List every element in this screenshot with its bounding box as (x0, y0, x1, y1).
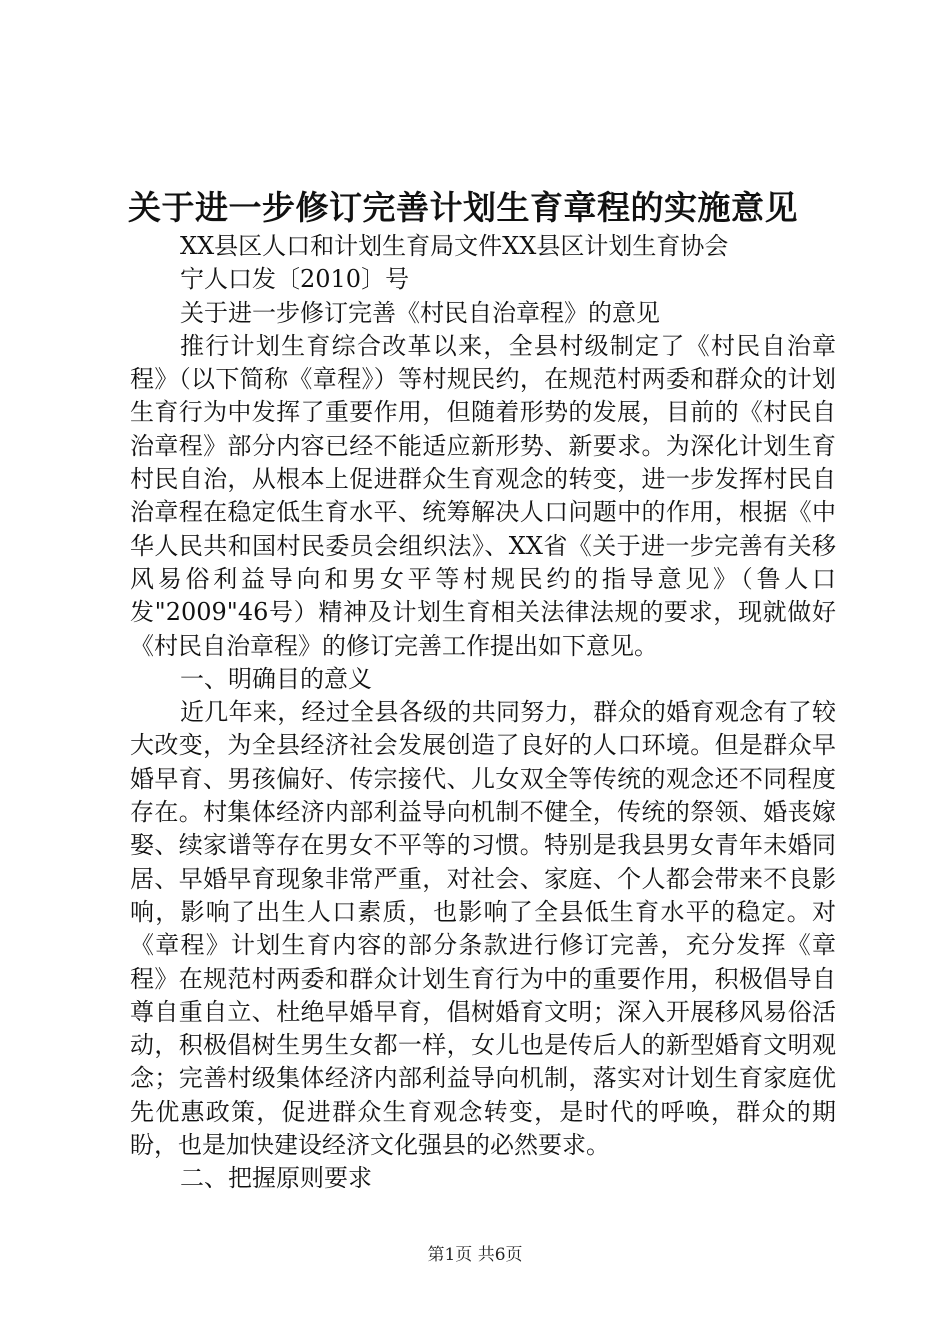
section-heading-2: 二、把握原则要求 (180, 1164, 372, 1193)
document-subject-line: 关于进一步修订完善《村民自治章程》的意见 (180, 298, 660, 327)
paragraph-purpose: 近几年来，经过全县各级的共同努力，群众的婚育观念有了较大改变，为全县经济社会发展创造了良好的人口环境。但是群众早婚早育、男孩偏好、传宗接代、儿女双全等传统的观念还不同程度存在。村集体经济内部利益导向机制不健全，传统的祭领、婚丧嫁娶、续家谱等存在男女不平等的习惯。特别是我县男女青年未婚同居、早婚早育现象非常严重，对社会、家庭、个人都会带来不良影响，影响了出生人口素质，也影响了全县低生育水平的稳定。对《章程》计划生育内容的部分条款进行修订完善，充分发挥《章程》在规范村两委和群众计划生育行为中的重要作用，积极倡导自尊自重自立、杜绝早婚早育，倡树婚育文明；深入开展移风易俗活动，积极倡树生男生女都一样，女儿也是传后人的新型婚育文明观念；完善村级集体经济内部利益导向机制，落实对计划生育家庭优先优惠政策，促进群众生育观念转变，是时代的呼唤，群众的期盼，也是加快建设经济文化强县的必然要求。 (130, 698, 836, 1160)
paragraph-introduction: 推行计划生育综合改革以来，全县村级制定了《村民自治章程》（以下简称《章程》）等村规民约，在规范村两委和群众的计划生育行为中发挥了重要作用，但随着形势的发展，目前的《村民自治章程》部分内容已经不能适应新形势、新要求。为深化计划生育村民自治，从根本上促进群众生育观念的转变，进一步发挥村民自治章程在稳定低生育水平、统筹解决人口问题中的作用，根据《中华人民共和国村民委员会组织法》、XX省《关于进一步完善有关移风易俗利益导向和男女平等村规民约的指导意见》（鲁人口发"2009"46号）精神及计划生育相关法律法规的要求，现就做好《村民自治章程》的修订完善工作提出如下意见。 (130, 331, 836, 660)
document-number-line: 宁人口发〔2010〕号 (180, 265, 410, 294)
page-footer (0, 1240, 950, 1265)
document-body (130, 230, 836, 1196)
issuing-authority-line: XX县区人口和计划生育局文件XX县区计划生育协会 (180, 232, 729, 260)
document-title: 关于进一步修订完善计划生育章程的实施意见 (128, 188, 798, 227)
page-indicator: 第1页 共6页 (427, 1245, 523, 1265)
section-heading-1: 一、明确目的意义 (180, 664, 372, 693)
